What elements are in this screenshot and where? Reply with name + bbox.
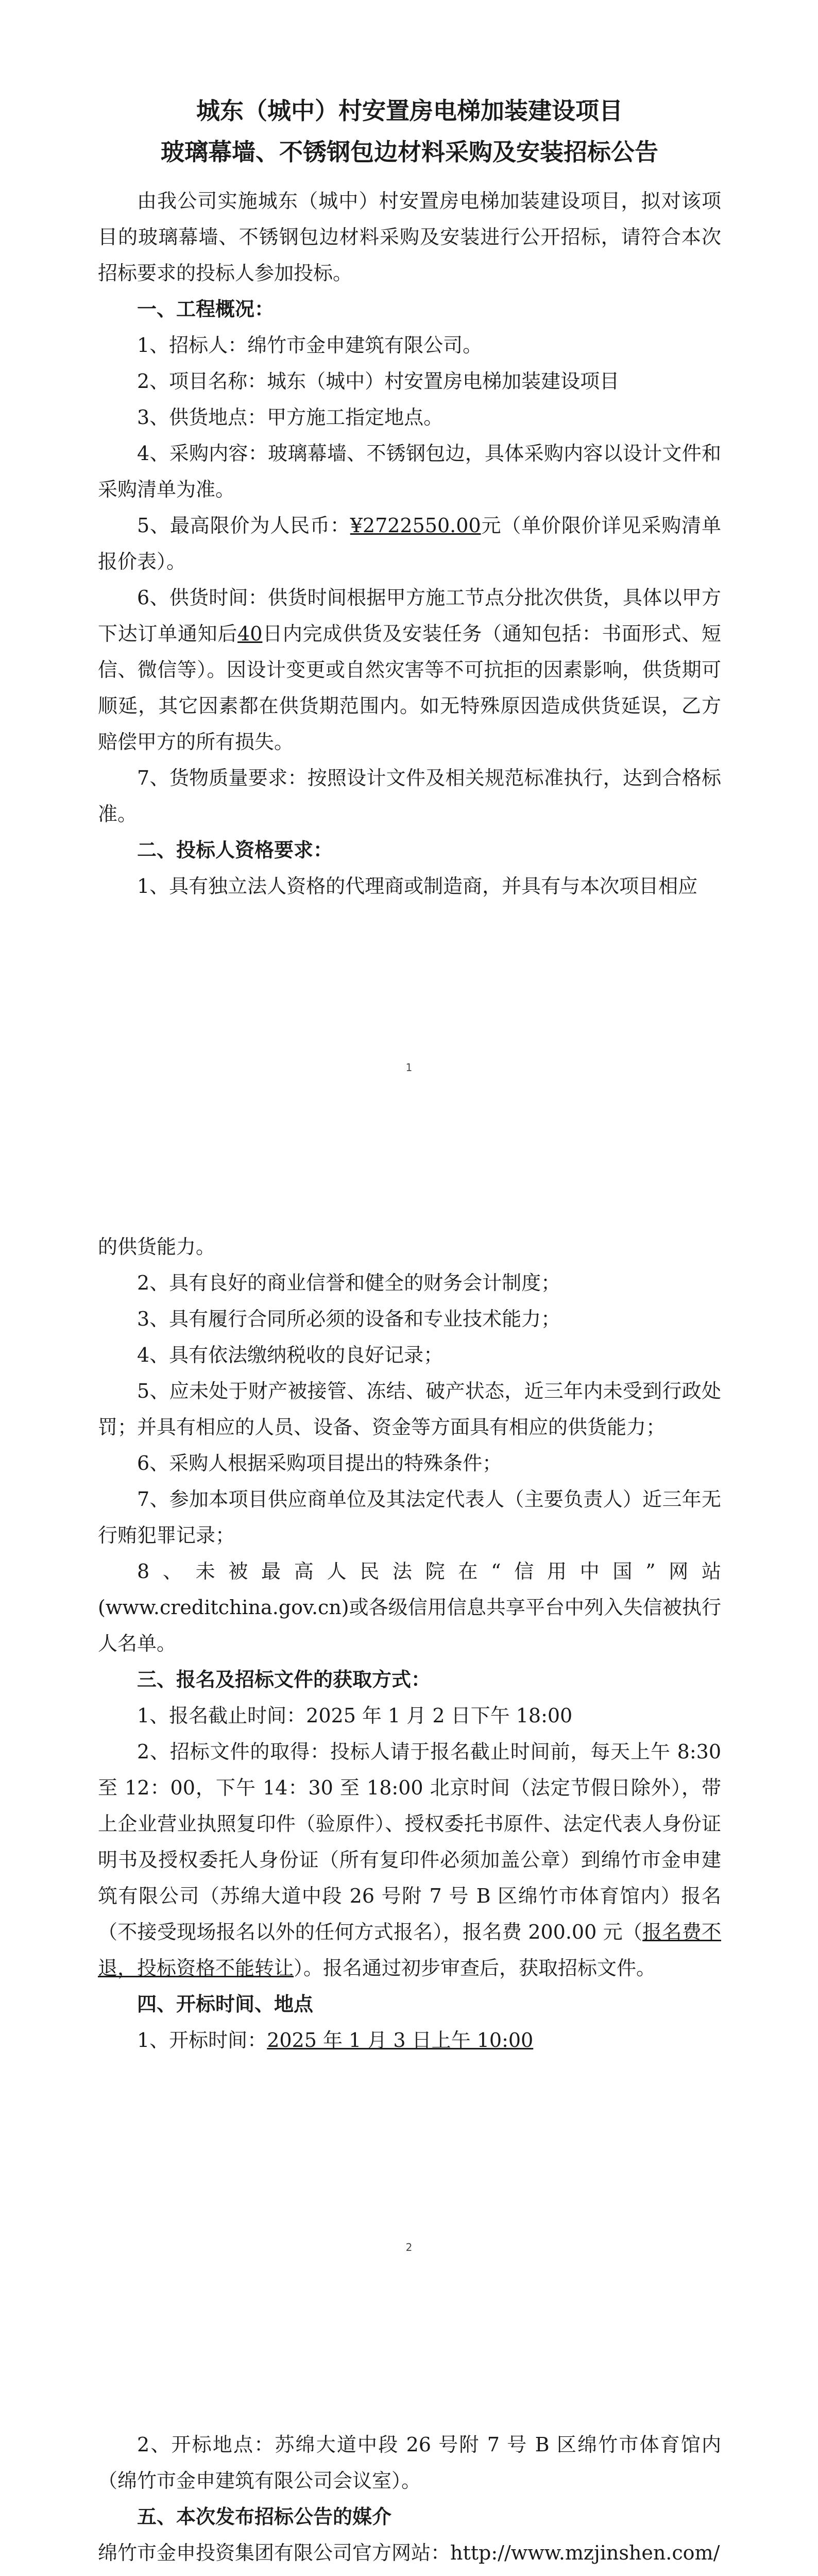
bid-opening-time-value: 2025 年 1 月 3 日上午 10:00 bbox=[267, 2029, 534, 2052]
section-heading-bid-opening: 四、开标时间、地点 bbox=[137, 1992, 314, 2015]
notice-title-line-1: 城东（城中）村安置房电梯加装建设项目 bbox=[196, 97, 623, 125]
document-page-2 bbox=[0, 1157, 818, 2313]
qualification-item-4: 4、具有依法缴纳税收的良好记录； bbox=[137, 1344, 444, 1366]
section-heading-contact bbox=[98, 2571, 721, 2576]
qualification-item-6: 6、采购人根据采购项目提出的特殊条件； bbox=[137, 1452, 502, 1475]
page-3-body bbox=[98, 2427, 721, 2576]
overview-item-tenderer: 1、招标人：绵竹市金申建筑有限公司。 bbox=[137, 334, 483, 357]
document-page-3 bbox=[0, 2313, 818, 2576]
overview-item-delivery-time bbox=[98, 580, 721, 760]
intro-paragraph: 由我公司实施城东（城中）村安置房电梯加装建设项目，拟对该项目的玻璃幕墙、不锈钢包边材料采购及安装进行公开招标，请符合本次招标要求的投标人参加投标。 bbox=[98, 190, 721, 284]
qualification-item-8: 8、未被最高人民法院在“信用中国”网站(www.creditchina.gov.cn)或各级信用信息共享平台中列入失信被执行人名单。 bbox=[98, 1560, 721, 1655]
overview-item-delivery-place: 3、供货地点：甲方施工指定地点。 bbox=[137, 406, 444, 429]
registration-deadline: 1、报名截止时间：2025 年 1 月 2 日下午 18:00 bbox=[137, 1704, 573, 1727]
registration-fee-note: 报名费不退，投标资格不能转让 bbox=[98, 1921, 721, 1979]
bid-opening-time-label: 1、开标时间： bbox=[137, 2029, 267, 2052]
section-heading-project-overview: 一、工程概况： bbox=[137, 297, 275, 320]
price-limit-note: 元（单价限价详见采购清单报价表）。 bbox=[98, 514, 721, 573]
section-heading-media: 五、本次发布招标公告的媒介 bbox=[137, 2505, 392, 2528]
registration-procedure-text: 2、招标文件的取得：投标人请于报名截止时间前，每天上午 8:30 至 12：00，下午 14：30 至 18:00 北京时间（法定节假日除外），带上企业营业执照复印件（验原件）、授权委托书原件、法定代表人身份证明书及授权委托人身份证（所有复印件必须加盖公章）到绵竹市金申建筑有限公司（苏绵大道中段 26 号附 7 号 B 区绵竹市体育馆内）报名（不接受现场报名以外的任何方式报名），报名费 200.00 元（ bbox=[98, 1740, 721, 1943]
delivery-time-text-end: 日内完成供货及安装任务（通知包括：书面形式、短信、微信等）。因设计变更或自然灾害等不可抗拒的因素影响，供货期可顺延，其它因素都在供货期范围内。如无特殊原因造成供货延误，乙方赔偿甲方的所有损失。 bbox=[98, 622, 721, 753]
publication-media: 绵竹市金申投资集团有限公司官方网站：http://www.mzjinshen.com/ bbox=[98, 2541, 720, 2564]
registration-procedure bbox=[98, 1734, 721, 1986]
overview-item-project-name: 2、项目名称：城东（城中）村安置房电梯加装建设项目 bbox=[137, 370, 620, 393]
qualification-item-1: 1、具有独立法人资格的代理商或制造商，并具有与本次项目相应 bbox=[137, 875, 698, 897]
bid-opening-time bbox=[98, 2022, 721, 2058]
qualification-item-5: 5、应未处于财产被接管、冻结、破产状态，近三年内未受到行政处罚；并具有相应的人员、设备、资金等方面具有相应的供货能力； bbox=[98, 1380, 721, 1438]
page-number: 1 bbox=[405, 1061, 413, 1074]
section-heading-registration: 三、报名及招标文件的获取方式： bbox=[137, 1668, 431, 1691]
delivery-days: 40 bbox=[237, 622, 263, 645]
overview-item-quality: 7、货物质量要求：按照设计文件及相关规范标准执行，达到合格标准。 bbox=[98, 767, 721, 825]
bid-opening-place: 2、开标地点：苏绵大道中段 26 号附 7 号 B 区绵竹市体育馆内（绵竹市金申建筑有限公司会议室）。 bbox=[98, 2433, 721, 2492]
qualification-item-7: 7、参加本项目供应商单位及其法定代表人（主要负责人）近三年无行贿犯罪记录； bbox=[98, 1488, 721, 1547]
price-limit-label: 5、最高限价为人民币： bbox=[137, 514, 350, 537]
delivery-time-text-start: 6、供货时间：供货时间根据甲方施工节点分批次供货，具体以甲方下达订单通知后 bbox=[98, 586, 721, 645]
qualification-item-2: 2、具有良好的商业信誉和健全的财务会计制度； bbox=[137, 1272, 561, 1294]
document-page-1 bbox=[0, 0, 818, 1157]
notice-title-line-2: 玻璃幕墙、不锈钢包边材料采购及安装招标公告 bbox=[161, 138, 658, 166]
page-number: 2 bbox=[405, 2241, 413, 2253]
page-2-body bbox=[98, 1229, 721, 2058]
overview-item-price-limit bbox=[98, 507, 721, 580]
qualification-item-1-continued: 的供货能力。 bbox=[98, 1235, 216, 1258]
overview-item-purchase-content: 4、采购内容：玻璃幕墙、不锈钢包边，具体采购内容以设计文件和采购清单为准。 bbox=[98, 442, 721, 501]
page-1-body bbox=[98, 90, 721, 904]
registration-procedure-end: ）。报名通过初步审查后，获取招标文件。 bbox=[294, 1957, 656, 1979]
section-heading-qualifications: 二、投标人资格要求： bbox=[137, 838, 333, 861]
price-limit-amount: ¥2722550.00 bbox=[350, 514, 481, 537]
qualification-item-3: 3、具有履行合同所必须的设备和专业技术能力； bbox=[137, 1308, 561, 1330]
